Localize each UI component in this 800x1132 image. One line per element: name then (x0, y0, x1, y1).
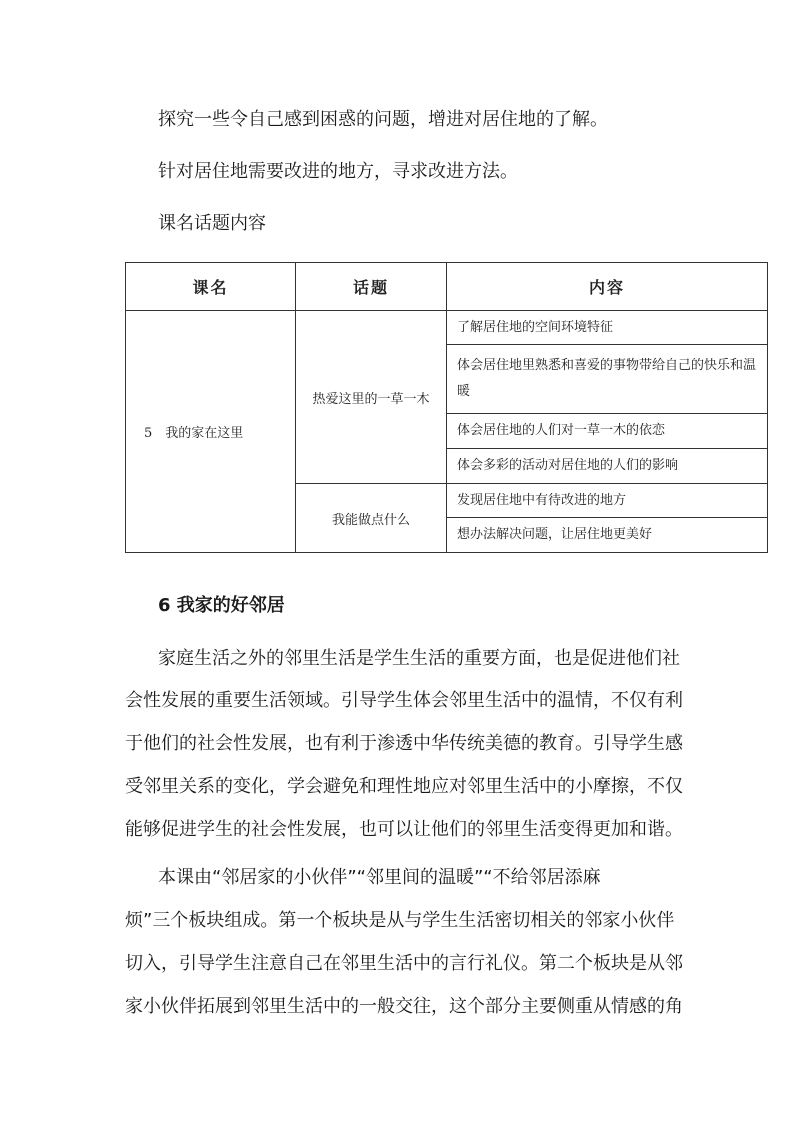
content-cell: 体会居住地的人们对一草一木的依恋 (447, 414, 768, 449)
content-cell: 想办法解决问题，让居住地更美好 (447, 518, 768, 553)
paragraph1-line-1: 家庭生活之外的邻里生活是学生生活的重要方面，也是促进他们社 (158, 648, 680, 669)
lesson-cell: 5 我的家在这里 (126, 311, 296, 553)
intro-line-2: 针对居住地需要改进的地方，寻求改进方法。 (158, 161, 518, 182)
paragraph2-line-1: 本课由“邻居家的小伙伴”“邻里间的温暖”“不给邻居添麻 (158, 867, 601, 888)
topic-cell: 我能做点什么 (296, 484, 447, 553)
header-content: 内容 (447, 263, 768, 311)
paragraph1-line-4: 受邻里关系的变化，学会避免和理性地应对邻里生活中的小摩擦，不仅 (125, 776, 683, 797)
content-cell: 了解居住地的空间环境特征 (447, 311, 768, 345)
paragraph1-line-5: 能够促进学生的社会性发展，也可以让他们的邻里生活变得更加和谐。 (125, 819, 683, 840)
paragraph1-line-2: 会性发展的重要生活领域。引导学生体会邻里生活中的温情，不仅有利 (125, 690, 683, 711)
paragraph1-line-3: 于他们的社会性发展，也有利于渗透中华传统美德的教育。引导学生感 (125, 733, 683, 754)
intro-line-3: 课名话题内容 (158, 213, 266, 234)
table-header-row (126, 263, 768, 311)
content-cell: 体会多彩的活动对居住地的人们的影响 (447, 449, 768, 484)
content-cell: 体会居住地里熟悉和喜爱的事物带给自己的快乐和温暖 (447, 345, 768, 414)
course-table (125, 262, 768, 553)
topic-cell: 热爱这里的一草一木 (296, 311, 447, 484)
paragraph2-line-3: 切入，引导学生注意自己在邻里生活中的言行礼仪。第二个板块是从邻 (125, 953, 683, 974)
paragraph2-line-2: 烦”三个板块组成。第一个板块是从与学生生活密切相关的邻家小伙伴 (125, 910, 675, 931)
intro-line-1: 探究一些令自己感到困惑的问题，增进对居住地的了解。 (158, 109, 608, 130)
paragraph2-line-4: 家小伙伴拓展到邻里生活中的一般交往，这个部分主要侧重从情感的角 (125, 996, 683, 1017)
table-row (126, 311, 768, 345)
header-topic: 话题 (296, 263, 447, 311)
header-lesson: 课名 (126, 263, 296, 311)
section-heading: 6 我家的好邻居 (158, 595, 285, 616)
content-cell: 发现居住地中有待改进的地方 (447, 484, 768, 518)
